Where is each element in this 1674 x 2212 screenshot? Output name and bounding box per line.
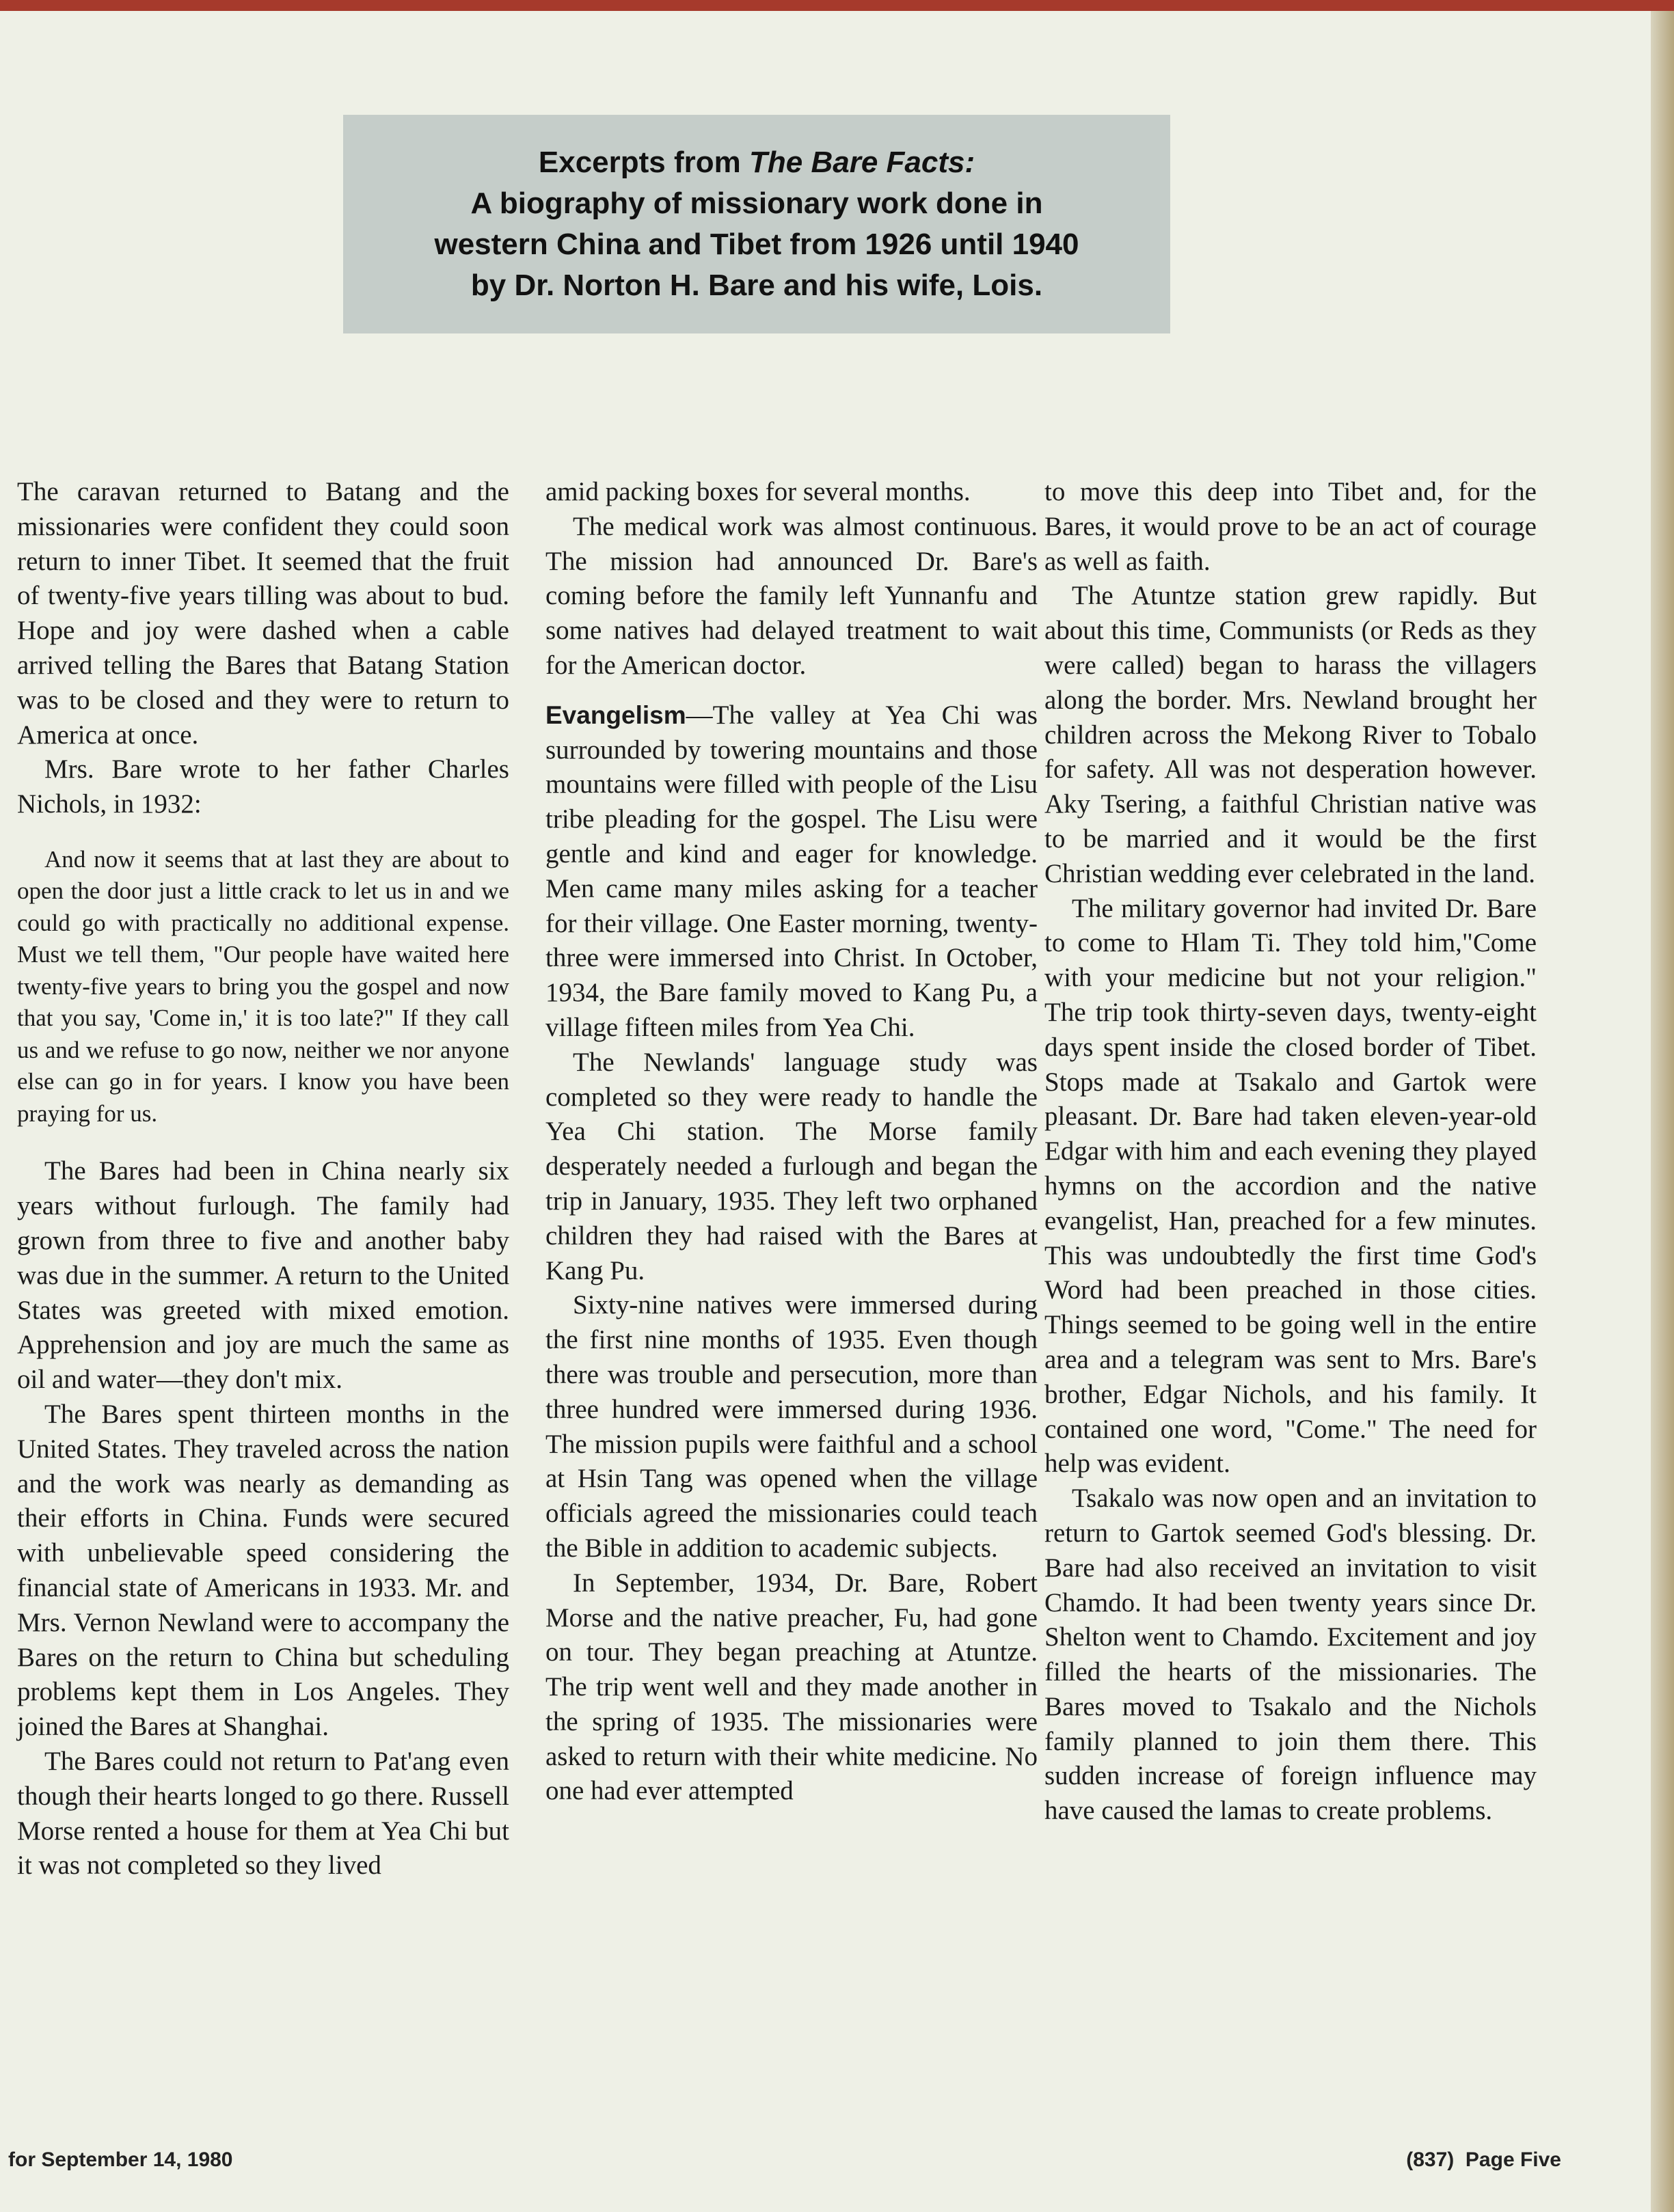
paragraph: In September, 1934, Dr. Bare, Robert Morse and the native preacher, Fu, had gone on tour. They began preaching at Atuntze. The trip went well and they made another in the spring of 1935. The missionaries were asked to return with their white medicine. No one had ever attempted <box>545 1568 1038 1806</box>
title-line-4: by Dr. Norton H. Bare and his wife, Lois. <box>470 269 1043 302</box>
title-line-3: western China and Tibet from 1926 until 1940 <box>434 228 1079 261</box>
paragraph: The Bares could not return to Pat'ang even though their hearts longed to go there. Russell Morse rented a house for them at Yea Chi but it was not completed so they lived <box>17 1747 509 1881</box>
paragraph: The Bares had been in China nearly six years without furlough. The family had grown from three to five and another baby was due in the summer. A return to the United States was greeted with mixed emotion. Apprehension and joy are much the same as oil and water—they don't mix. <box>17 1156 509 1395</box>
top-color-strip <box>0 0 1674 11</box>
footer-page-number: (837) Page Five <box>1406 2148 1561 2171</box>
section-text: —The valley at Yea Chi was surrounded by towering mountains and those mountains were filled with people of the Lisu tribe pleading for the gospel. The Lisu were gentle and kind and eager for knowledge. Men came many miles asking for a teacher for their village. One Easter morning, twenty-three were immersed into Christ. In October, 1934, the Bare family moved to Kang Pu, a village fifteen miles from Yea Chi. <box>545 700 1038 1042</box>
title-box <box>343 115 1170 333</box>
title-line-1-text: Excerpts from <box>538 146 749 179</box>
paragraph: The Atuntze station grew rapidly. But about this time, Communists (or Reds as they were called) began to harass the villagers along the border. Mrs. Newland brought her children across the Mekong River to Tobalo for safety. All was not desperation however. Aky Tsering, a faithful Christian native was to be married and it would be the first Christian wedding ever celebrated in the land. <box>1044 581 1537 888</box>
title-line-2: A biography of missionary work done in <box>470 187 1043 220</box>
paragraph: Mrs. Bare wrote to her father Charles Nichols, in 1932: <box>17 754 509 819</box>
block-quote: And now it seems that at last they are about to open the door just a little crack to let us in and we could go with practically no additional expense. Must we tell them, "Our people have waited here twenty-five years to bring you the gospel and now that you say, 'Come in,' it is too late?" If they call us and we refuse to go now, neither we nor anyone else can go in for years. I know you have been praying for us. <box>17 845 509 1127</box>
paragraph: The Newlands' language study was completed so they were ready to handle the Yea Chi station. The Morse family desperately needed a furlough and began the trip in January, 1935. They left two orphaned children they had raised with the Bares at Kang Pu. <box>545 1047 1038 1285</box>
section-heading: Evangelism <box>545 700 686 729</box>
paragraph: The Bares spent thirteen months in the United States. They traveled across the nation and the work was nearly as demanding as their efforts in China. Funds were secured with unbelievable speed considering the financial state of Americans in 1933. Mr. and Mrs. Vernon Newland were to accompany the Bares on the return to China but scheduling problems kept them in Los Angeles. They joined the Bares at Shanghai. <box>17 1399 509 1742</box>
title-line-1 <box>539 142 975 183</box>
paragraph: Sixty-nine natives were immersed during the first nine months of 1935. Even though there was trouble and persecution, more than three hundred were immersed during 1936. The mission pupils were faithful and a school at Hsin Tang was opened when the village officials agreed the missionaries could teach the Bible in addition to academic subjects. <box>545 1290 1038 1563</box>
paragraph: The medical work was almost continuous. The mission had announced Dr. Bare's coming before the family left Yunnanfu and some natives had delayed treatment to wait for the American doctor. <box>545 511 1038 680</box>
paragraph: Tsakalo was now open and an invitation to return to Gartok seemed God's blessing. Dr. Bare had also received an invitation to visit Chamdo. It had been twenty years since Dr. Shelton went to Chamdo. Excitement and joy filled the hearts of the missionaries. The Bares moved to Tsakalo and the Nichols family planned to join them there. This sudden increase of foreign influence may have caused the lamas to create problems. <box>1044 1484 1537 1826</box>
title-book-name: The Bare Facts: <box>749 146 975 179</box>
footer-date: for September 14, 1980 <box>8 2148 233 2171</box>
section-paragraph <box>545 698 1038 1046</box>
column-3 <box>1044 475 1537 1829</box>
column-2 <box>545 475 1038 1809</box>
paragraph: to move this deep into Tibet and, for the Bares, it would prove to be an act of courage as well as faith. <box>1044 477 1537 576</box>
page-edge-shade <box>1651 11 1674 2212</box>
column-1 <box>17 475 509 1883</box>
paragraph: The military governor had invited Dr. Bare to come to Hlam Ti. They told him,"Come with your medicine but not your religion." The trip took thirty-seven days, twenty-eight days spent inside the closed border of Tibet. Stops made at Tsakalo and Gartok were pleasant. Dr. Bare had taken eleven-year-old Edgar with him and each evening they played hymns on the accordion and the native evangelist, Han, preached for a few minutes. This was undoubtedly the first time God's Word had been preached in those cities. Things seemed to be going well in the entire area and a telegram was sent to Mrs. Bare's brother, Edgar Nichols, and his family. It contained one word, "Come." The need for help was evident. <box>1044 893 1537 1479</box>
paragraph: The caravan returned to Batang and the missionaries were confident they could soon return to inner Tibet. It seemed that the fruit of twenty-five years tilling was about to bud. Hope and joy were dashed when a cable arrived telling the Bares that Batang Station was to be closed and they were to return to America at once. <box>17 477 509 750</box>
paragraph: amid packing boxes for several months. <box>545 477 971 506</box>
